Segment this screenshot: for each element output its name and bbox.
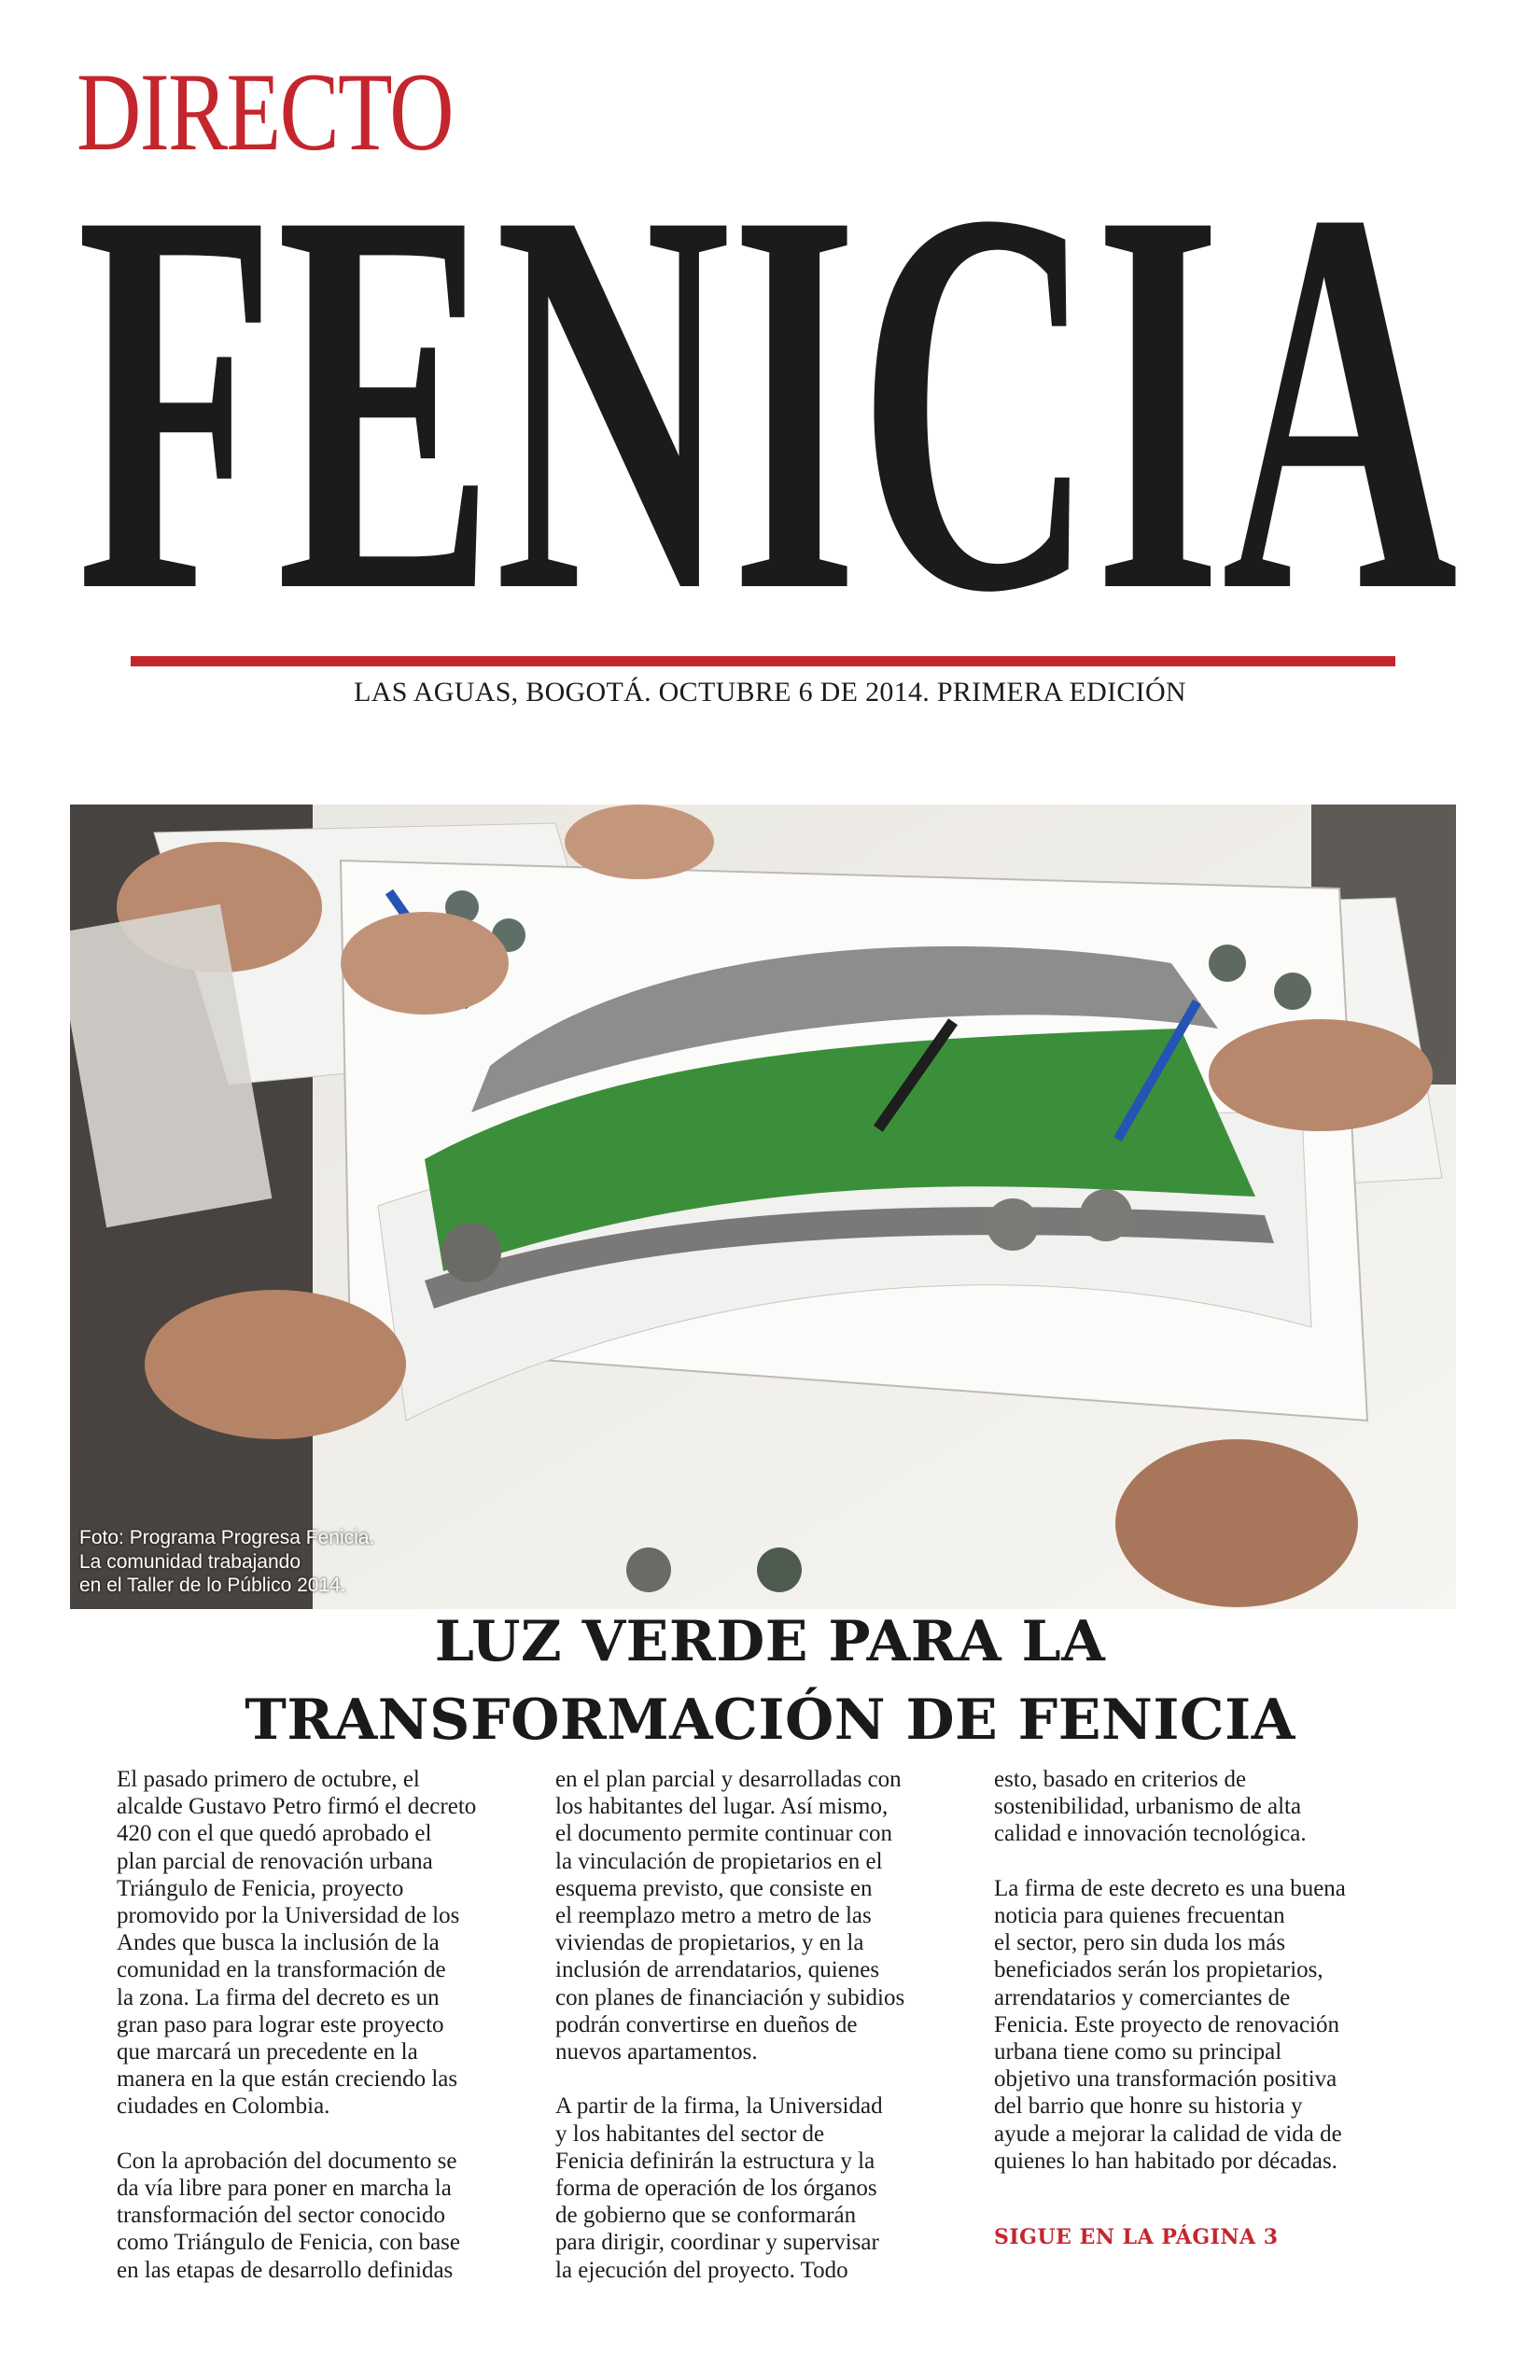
- paragraph: [555, 2093, 985, 2283]
- text-line: podrán convertirse en dueños de: [555, 2011, 858, 2037]
- caption-line: Foto: Programa Progresa Fenicia.: [79, 1527, 375, 1549]
- text-line: los habitantes del lugar. Así mismo,: [555, 1794, 889, 1820]
- text-line: la vinculación de propietarios en el: [555, 1848, 883, 1874]
- text-line: la ejecución del proyecto. Todo: [555, 2257, 848, 2283]
- text-line: en las etapas de desarrollo definidas: [117, 2257, 454, 2283]
- text-line: en el plan parcial y desarrolladas con: [555, 1767, 902, 1792]
- text-line: plan parcial de renovación urbana: [117, 1848, 433, 1874]
- lead-photo: [70, 805, 1456, 1609]
- text-line: urbana tiene como su principal: [994, 2039, 1282, 2065]
- text-line: quienes lo han habitado por décadas.: [994, 2148, 1337, 2174]
- text-line: A partir de la firma, la Universidad: [555, 2093, 883, 2120]
- column-2: [555, 1766, 985, 2284]
- text-line: esquema previsto, que consiste en: [555, 1875, 873, 1901]
- text-line: El pasado primero de octubre, el: [117, 1767, 420, 1792]
- text-line: forma de operación de los órganos: [555, 2176, 877, 2202]
- text-line: el reemplazo metro a metro de las: [555, 1903, 872, 1929]
- text-line: comunidad en la transformación de: [117, 1957, 446, 1983]
- text-line: gran paso para lograr este proyecto: [117, 2011, 444, 2037]
- text-line: Con la aprobación del documento se: [117, 2148, 457, 2174]
- text-line: manera en la que están creciendo las: [117, 2066, 458, 2093]
- text-line: y los habitantes del sector de: [555, 2121, 825, 2147]
- text-line: da vía libre para poner en marcha la: [117, 2176, 452, 2202]
- text-line: transformación del sector conocido: [117, 2203, 445, 2229]
- text-line: beneficiados serán los propietarios,: [994, 1957, 1323, 1983]
- text-line: del barrio que honre su historia y: [994, 2093, 1303, 2120]
- column-3: [994, 1766, 1423, 2251]
- text-line: 420 con el que quedó aprobado el: [117, 1821, 432, 1847]
- text-line: esto, basado en criterios de: [994, 1767, 1247, 1792]
- text-line: alcalde Gustavo Petro firmó el decreto: [117, 1794, 477, 1820]
- headline-line: TRANSFORMACIÓN DE FENICIA: [245, 1687, 1295, 1753]
- text-line: nuevos apartamentos.: [555, 2039, 758, 2065]
- text-line: como Triángulo de Fenicia, con base: [117, 2230, 460, 2256]
- text-line: noticia para quienes frecuentan: [994, 1903, 1285, 1928]
- text-line: el documento permite continuar con: [555, 1821, 892, 1847]
- text-line: Triángulo de Fenicia, proyecto: [117, 1875, 404, 1901]
- caption-line: en el Taller de lo Público 2014.: [79, 1575, 346, 1597]
- text-line: sostenibilidad, urbanismo de alta: [994, 1794, 1302, 1820]
- text-line: objetivo una transformación positiva: [994, 2066, 1337, 2093]
- caption-line: La comunidad trabajando: [79, 1550, 301, 1573]
- masthead-rule: [131, 656, 1395, 666]
- headline-line: LUZ VERDE PARA LA: [434, 1609, 1106, 1674]
- text-line: promovido por la Universidad de los: [117, 1903, 460, 1929]
- text-line: viviendas de propietarios, y en la: [555, 1930, 864, 1956]
- text-line: inclusión de arrendatarios, quienes: [555, 1957, 880, 1983]
- text-line: de gobierno que se conformarán: [555, 2203, 857, 2229]
- text-line: Fenicia. Este proyecto de renovación: [994, 2011, 1339, 2037]
- paragraph: [117, 2148, 546, 2284]
- dateline: LAS AGUAS, BOGOTÁ. OCTUBRE 6 DE 2014. PRIMERA EDICIÓN: [354, 677, 1186, 707]
- paragraph: [994, 1766, 1423, 1848]
- text-line: que marcará un precedente en la: [117, 2039, 418, 2065]
- masthead-kicker: DIRECTO: [77, 49, 454, 174]
- text-line: para dirigir, coordinar y supervisar: [555, 2230, 879, 2256]
- text-line: Andes que busca la inclusión de la: [117, 1930, 440, 1956]
- text-line: ciudades en Colombia.: [117, 2093, 330, 2120]
- masthead-title-text: FENICIA: [77, 140, 1458, 597]
- article-headline: [0, 1603, 1540, 1759]
- continued-link[interactable]: SIGUE EN LA PÁGINA 3: [994, 2225, 1279, 2250]
- photo-illustration: [70, 805, 1456, 1609]
- photo-caption: [79, 1526, 374, 1598]
- text-line: La firma de este decreto es una buena: [994, 1875, 1346, 1901]
- paragraph: [555, 1766, 985, 2065]
- column-1: [117, 1766, 546, 2284]
- text-line: con planes de financiación y subidios: [555, 1984, 905, 2010]
- text-line: la zona. La firma del decreto es un: [117, 1984, 440, 2010]
- text-line: Fenicia definirán la estructura y la: [555, 2148, 875, 2174]
- text-line: el sector, pero sin duda los más: [994, 1930, 1286, 1956]
- masthead-title: [77, 140, 1458, 597]
- text-line: arrendatarios y comerciantes de: [994, 1984, 1291, 2010]
- text-line: ayude a mejorar la calidad de vida de: [994, 2121, 1342, 2147]
- paragraph: [994, 1875, 1423, 2175]
- text-line: calidad e innovación tecnológica.: [994, 1821, 1307, 1847]
- paragraph: [117, 1766, 546, 2121]
